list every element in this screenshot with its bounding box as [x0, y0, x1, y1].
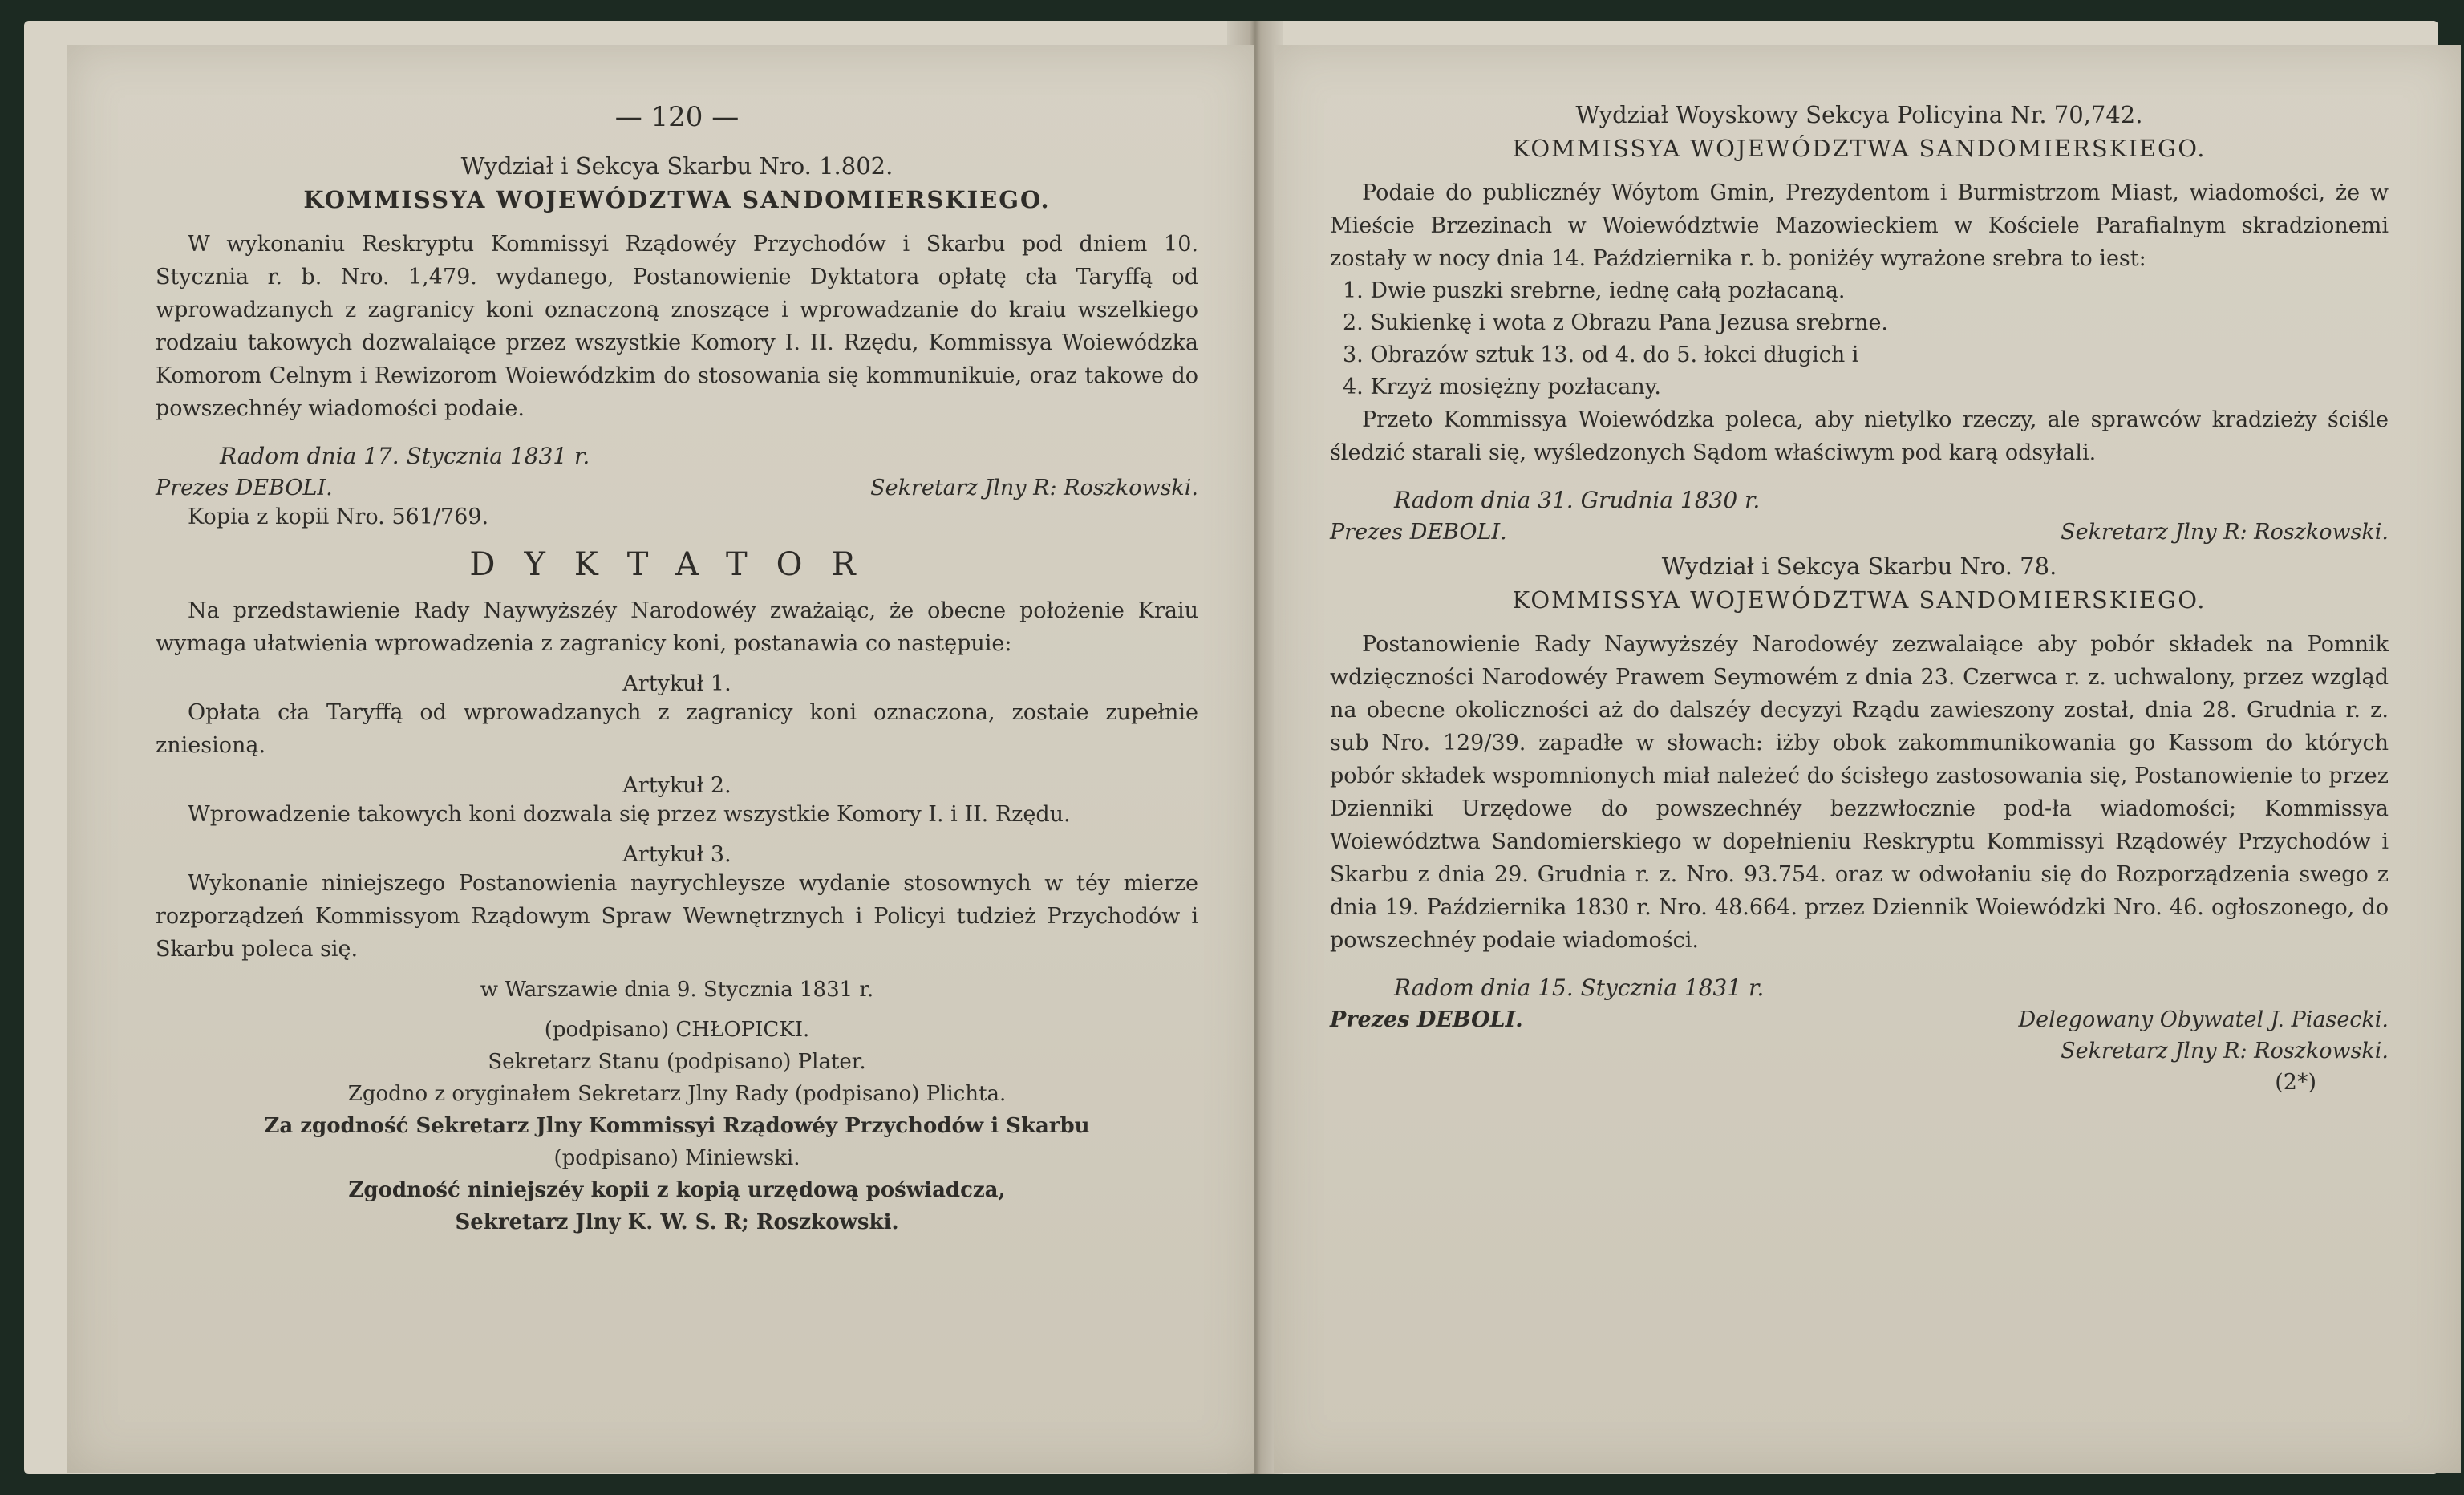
preamble-paragraph: Na przedstawienie Rady Naywyższéy Narodowéy zważaiąc, że obecne położenie Kraiu wymaga ułatwienia wprowadzenia z zagranicy koni, postanawia co następuie:: [156, 598, 1198, 656]
page-number: — 120 —: [614, 101, 740, 133]
right-secretary-1: Sekretarz Jlny R: Roszkowski.: [2061, 520, 2389, 545]
list-item: 1. Dwie puszki srebrne, iednę całą pozłacaną.: [1343, 278, 1846, 303]
conformity-line-4: Zgodność niniejszéy kopii z kopią urzędową poświadcza,: [348, 1178, 1006, 1202]
conformity-line-3: (podpisano) Miniewski.: [553, 1146, 800, 1170]
right-date-1: Radom dnia 31. Grudnia 1830 r.: [1394, 487, 1761, 513]
article-2-text: Wprowadzenie takowych koni dozwala się przez wszystkie Komory I. i II. Rzędu.: [188, 802, 1071, 827]
conformity-line-1: Zgodno z oryginałem Sekretarz Jlny Rady (podpisano) Plichta.: [347, 1082, 1007, 1106]
left-date: Radom dnia 17. Stycznia 1831 r.: [220, 443, 590, 469]
list-item: 4. Krzyż mosiężny pozłacany.: [1343, 375, 1661, 399]
right-president-1: Prezes DEBOLI.: [1330, 520, 1507, 545]
decree-paragraph: Postanowienie Rady Naywyższéy Narodowéy zezwalaiące aby pobór składek na Pomnik wdzięczności Narodowéy Prawem Seymowém z dnia 23. Czerwca r. z. uchwalony, przez wzgląd na obecne okoliczności aż do dalszéy decyzyi Rządu zawieszony został, dnia 28. Grudnia r. z. sub Nro. 129/39. zapadłe w słowach: iżby obok zakommunikowania go Kassom do których pobór składek wspomnionych miał należeć do ścisłego zastosowania się, Postanowienie to przez Dzienniki Urzędowe do powszechnéy bezzwłocznie pod-ła wiadomości; Kommissya Woiewództwa Sandomierskiego w dopełnieniu Reskryptu Kommissyi Rządowéy Przychodów i Skarbu z dnia 29. Grudnia r. z. Nro. 93.754. oraz w odwołaniu się do Rozporządzenia swego z dnia 19. Października 1830 r. Nro. 48.664. przez Dziennik Woiewódzki Nro. 46. ogłoszonego, do powszechnéy podaie wiadomości.: [1330, 632, 2389, 953]
copy-note: Kopia z kopii Nro. 561/769.: [188, 504, 489, 529]
left-org-heading: KOMMISSYA WOJEWÓDZTWA SANDOMIERSKIEGO.: [303, 186, 1051, 213]
article-1-text: Opłata cła Taryffą od wprowadzanych z zagranicy koni oznaczona, zostaie zupełnie zniesioną.: [156, 700, 1198, 758]
conformity-line-2: Za zgodność Sekretarz Jlny Kommissyi Rządowéy Przychodów i Skarbu: [264, 1114, 1090, 1138]
dyktator-heading: DYKTATOR: [469, 546, 885, 583]
list-item: 3. Obrazów sztuk 13. od 4. do 5. łokci długich i: [1343, 342, 1859, 367]
article-1-title: Artykuł 1.: [622, 671, 732, 696]
left-intro-paragraph: W wykonaniu Reskryptu Kommissyi Rządowéy Przychodów i Skarbu pod dniem 10. Stycznia r. b. Nro. 1,479. wydanego, Postanowienie Dyktatora opłatę cła Taryffą od wprowadzanych z zagranicy koni oznaczoną znoszące i wprowadzanie do kraiu wszelkiego rodzaiu takowych dozwalaiące przez wszystkie Komory I. II. Rzędu, Kommissya Woiewódzka Komorom Celnym i Rewizorom Woiewódzkim do stosowania się kommunikuie, oraz takowe do powszechnéy wiadomości podaie.: [156, 232, 1198, 421]
article-2-title: Artykuł 2.: [622, 773, 732, 798]
left-page: [67, 45, 1254, 1473]
right-page: [1274, 45, 2461, 1473]
book-spread: [24, 21, 2438, 1474]
right-signature-row-1: [1330, 520, 2389, 545]
right-dept-heading: Wydział Woyskowy Sekcya Policyina Nr. 70,742.: [1575, 101, 2143, 128]
left-dept-heading: Wydział i Sekcya Skarbu Nro. 1.802.: [460, 152, 894, 180]
right-signature-row-3: [1330, 1039, 2389, 1064]
sheet-mark-row: [1330, 1070, 2389, 1095]
order-paragraph: Przeto Kommissya Woiewódzka poleca, aby nietylko rzeczy, ale sprawców kradzieży ściśle śledzić starali się, wyśledzonych Sądom właściwym pod karą odsyłali.: [1330, 407, 2389, 465]
right-org-heading-2: KOMMISSYA WOJEWÓDZTWA SANDOMIERSKIEGO.: [1512, 586, 2207, 614]
sheet-mark: (2*): [2275, 1070, 2316, 1095]
article-3-text: Wykonanie niniejszego Postanowienia nayrychleysze wydanie stosownych w téy mierze rozporządzeń Kommissyom Rządowym Spraw Wewnętrznych i Policyi tudzież Przychodów i Skarbu poleca się.: [156, 871, 1198, 962]
conformity-line-5: Sekretarz Jlny K. W. S. R; Roszkowski.: [455, 1210, 899, 1234]
left-signature-row: [156, 476, 1198, 500]
right-org-heading: KOMMISSYA WOJEWÓDZTWA SANDOMIERSKIEGO.: [1512, 135, 2207, 162]
chlopicki-signature: (podpisano) CHŁOPICKI.: [544, 1018, 810, 1042]
stolen-items-list: [1330, 275, 2389, 403]
list-item: 2. Sukienkę i wota z Obrazu Pana Jezusa srebrne.: [1343, 310, 1889, 335]
article-3-title: Artykuł 3.: [622, 842, 732, 867]
left-president: Prezes DEBOLI.: [156, 476, 333, 500]
right-date-2: Radom dnia 15. Stycznia 1831 r.: [1394, 974, 1765, 1001]
right-president-2: Prezes DEBOLI.: [1330, 1007, 1523, 1032]
right-secretary-2: Sekretarz Jlny R: Roszkowski.: [2061, 1039, 2389, 1064]
theft-notice-paragraph: Podaie do publicznéy Wóytom Gmin, Prezydentom i Burmistrzom Miast, wiadomości, że w Mieście Brzezinach w Woiewództwie Mazowieckiem w Kościele Parafialnym skradzionemi zostały w nocy dnia 14. Października r. b. poniżéy wyrażone srebra to iest:: [1330, 180, 2389, 271]
state-secretary-line: Sekretarz Stanu (podpisano) Plater.: [488, 1050, 866, 1074]
warsaw-date: w Warszawie dnia 9. Stycznia 1831 r.: [480, 978, 874, 1002]
right-signature-row-2: [1330, 1007, 2389, 1032]
right-dept-heading-2: Wydział i Sekcya Skarbu Nro. 78.: [1661, 553, 2057, 580]
delegate-signature: Delegowany Obywatel J. Piasecki.: [2018, 1007, 2389, 1032]
left-secretary: Sekretarz Jlny R: Roszkowski.: [870, 476, 1198, 500]
